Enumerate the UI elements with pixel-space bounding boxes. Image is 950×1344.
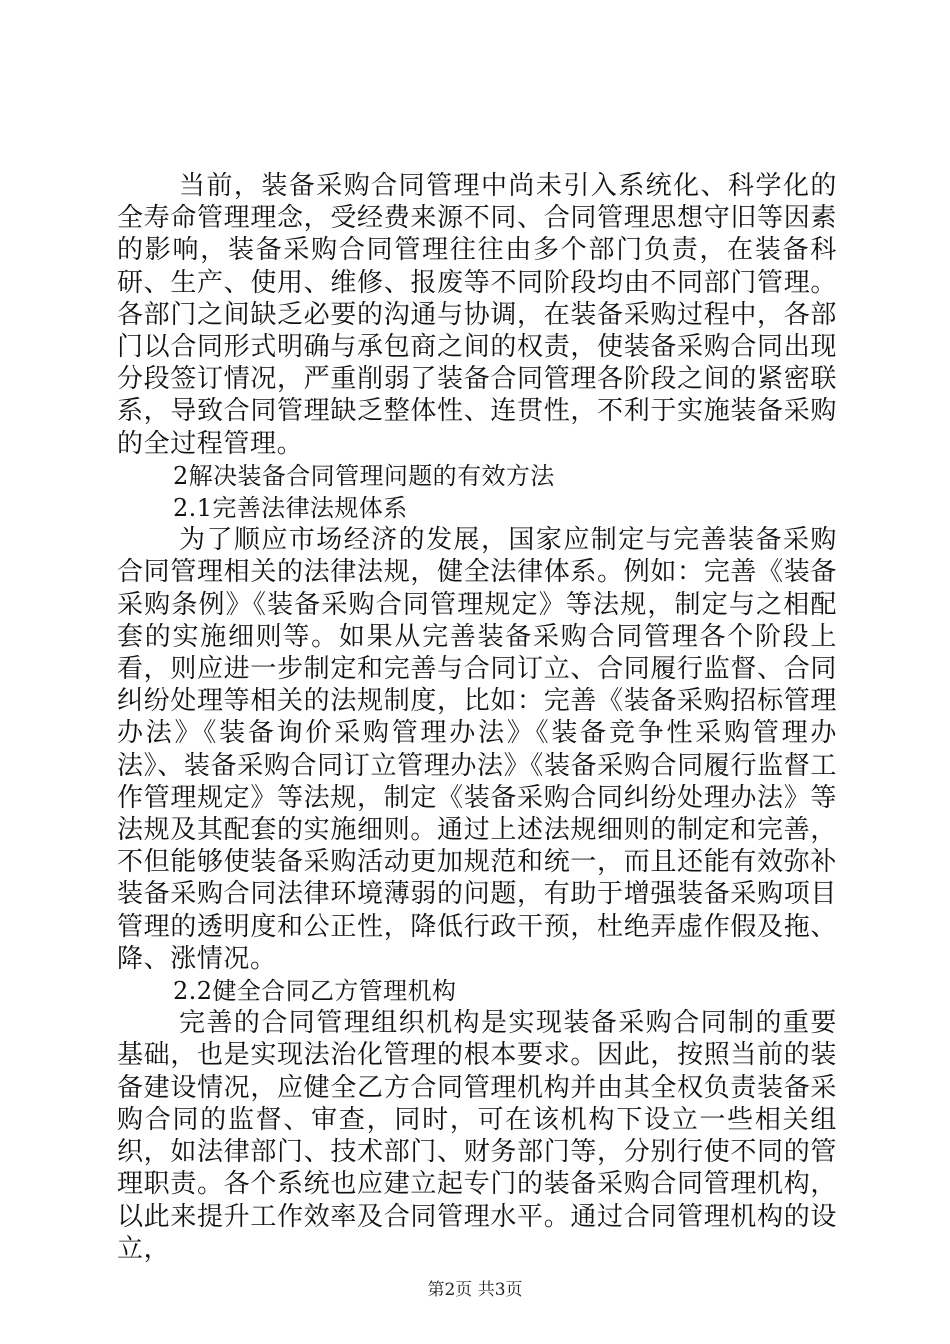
paragraph-legal-framework: 为了顺应市场经济的发展，国家应制定与完善装备采购合同管理相关的法律法规，健全法律体系。例如：完善《装备采购条例》《装备采购合同管理规定》等法规，制定与之相配套的实施细则等。如果从完善装备采购合同管理各个阶段上看，则应进一步制定和完善与合同订立、合同履行监督、合同纠纷处理等相关的法规制度，比如：完善《装备采购招标管理办法》《装备询价采购管理办法》《装备竞争性采购管理办法》、装备采购合同订立管理办法》《装备采购合同履行监督工作管理规定》等法规，制定《装备采购合同纠纷处理办法》等法规及其配套的实施细则。通过上述法规细则的制定和完善，不但能够使装备采购活动更加规范和统一，而且还能有效弥补装备采购合同法律环境薄弱的问题，有助于增强装备采购项目管理的透明度和公正性，降低行政干预，杜绝弄虚作假及拖、降、涨情况。 bbox=[117, 525, 837, 974]
section-heading-2: 2解决装备合同管理问题的有效方法 bbox=[173, 461, 555, 490]
page-number: 第2页 共3页 bbox=[427, 1280, 523, 1300]
subsection-heading-2-1: 2.1完善法律法规体系 bbox=[173, 494, 408, 523]
paragraph-management-organization: 完善的合同管理组织机构是实现装备采购合同制的重要基础，也是实现法治化管理的根本要求。因此，按照当前的装备建设情况，应健全乙方合同管理机构并由其全权负责装备采购合同的监督、审查，同时，可在该机构下设立一些相关组织，如法律部门、技术部门、财务部门等，分别行使不同的管理职责。各个系统也应建立起专门的装备采购合同管理机构，以此来提升工作效率及合同管理水平。通过合同管理机构的设立， bbox=[117, 1008, 837, 1264]
paragraph-lifecycle-management: 当前，装备采购合同管理中尚未引入系统化、科学化的全寿命管理理念，受经费来源不同、合同管理思想守旧等因素的影响，装备采购合同管理往往由多个部门负责，在装备科研、生产、使用、维修、报废等不同阶段均由不同部门管理。各部门之间缺乏必要的沟通与协调，在装备采购过程中，各部门以合同形式明确与承包商之间的权责，使装备采购合同出现分段签订情况，严重削弱了装备合同管理各阶段之间的紧密联系，导致合同管理缺乏整体性、连贯性，不利于实施装备采购的全过程管理。 bbox=[117, 171, 837, 459]
page-footer bbox=[0, 1279, 950, 1301]
subsection-heading-2-2: 2.2健全合同乙方管理机构 bbox=[173, 977, 457, 1006]
document-body bbox=[117, 170, 837, 1265]
